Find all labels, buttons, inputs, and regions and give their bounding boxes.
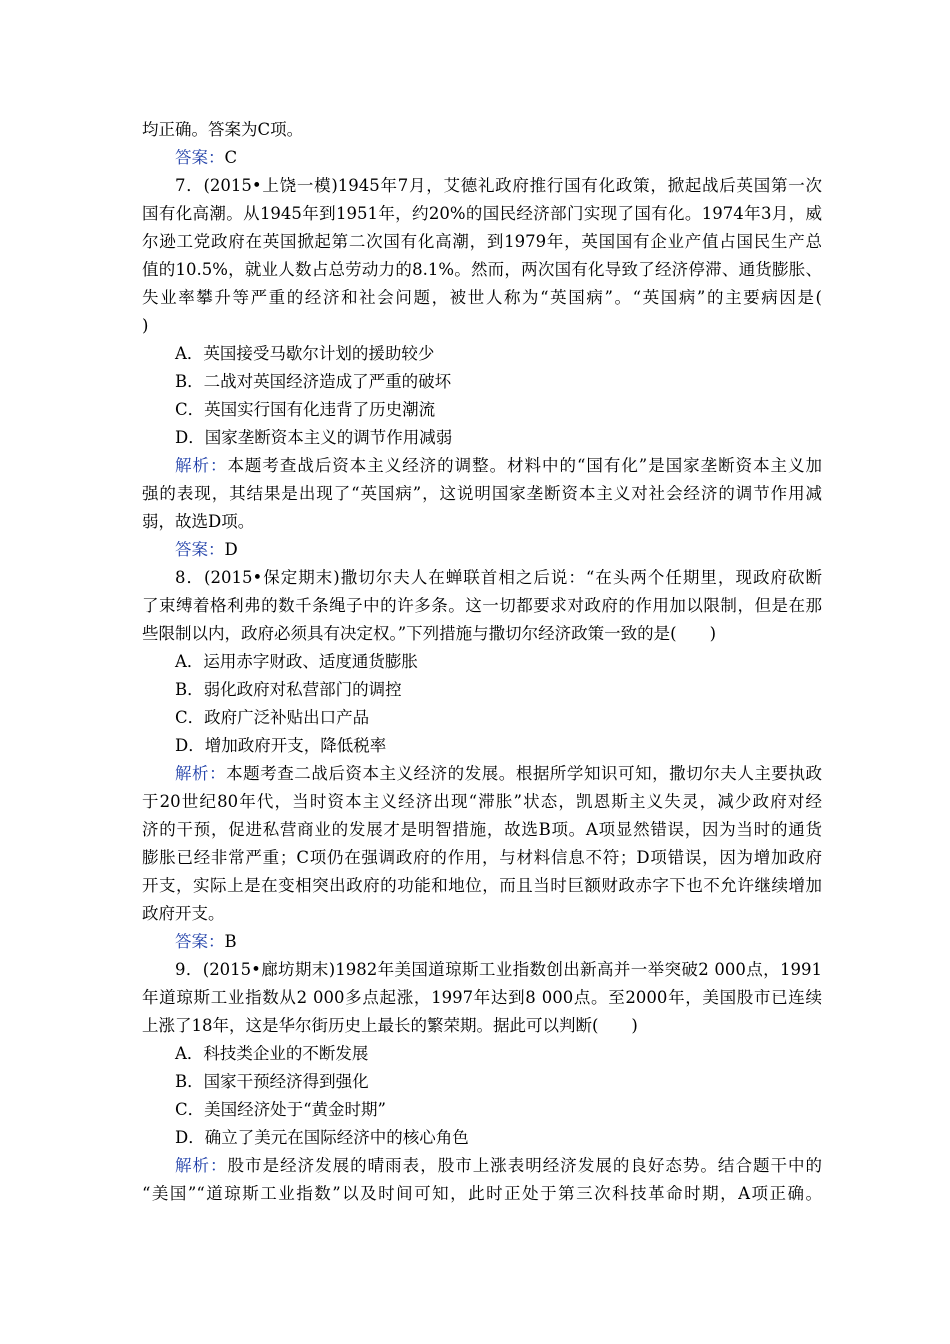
text-line: 国有化高潮。从1945年到1951年，约20%的国民经济部门实现了国有化。1974年3月，威 xyxy=(142,204,822,223)
text-line: 些限制以内，政府必须具有决定权。”下列措施与撒切尔经济政策一致的是( ) xyxy=(142,624,717,643)
answer-label: 答案： xyxy=(175,540,225,559)
analysis-label: 解析： xyxy=(175,1156,228,1175)
text-line: 政府开支。 xyxy=(142,904,225,923)
text-line: 强的表现，其结果是出现了“英国病”，这说明国家垄断资本主义对社会经济的调节作用减 xyxy=(142,484,822,503)
option-a: A．运用赤字财政、适度通货膨胀 xyxy=(175,652,418,671)
answer-line: 答案：B xyxy=(175,932,237,951)
analysis-line: 解析：本题考查二战后资本主义经济的发展。根据所学知识可知，撒切尔夫人主要执政 xyxy=(175,764,823,783)
text-line: 膨胀已经非常严重；C项仍在强调政府的作用，与材料信息不符；D项错误，因为增加政府 xyxy=(142,848,822,867)
analysis-label: 解析： xyxy=(175,456,228,475)
option-b: B．二战对英国经济造成了严重的破坏 xyxy=(175,372,452,391)
analysis-label: 解析： xyxy=(175,764,227,783)
answer-line: 答案：C xyxy=(175,148,238,167)
answer-line: 答案：D xyxy=(175,540,238,559)
text-line: 年道琼斯工业指数从2 000多点起涨，1997年达到8 000点。至2000年，美国股市已连续 xyxy=(142,988,822,1007)
answer-label: 答案： xyxy=(175,148,225,167)
text-line: 失业率攀升等严重的经济和社会问题，被世人称为“英国病”。“英国病”的主要病因是( xyxy=(142,288,822,307)
question-8-stem: 8．(2015•保定期末)撒切尔夫人在蝉联首相之后说：“在头两个任期里，现政府砍断 xyxy=(175,568,822,587)
option-a: A．英国接受马歇尔计划的援助较少 xyxy=(175,344,435,363)
text-line: 尔逊工党政府在英国掀起第二次国有化高潮，到1979年，英国国有企业产值占国民生产总 xyxy=(142,232,822,251)
question-9-stem: 9．(2015•廊坊期末)1982年美国道琼斯工业指数创出新高并一举突破2 000点，1991 xyxy=(175,960,822,979)
text-line: 弱，故选D项。 xyxy=(142,512,255,531)
option-b: B．弱化政府对私营部门的调控 xyxy=(175,680,402,699)
analysis-line: 解析：本题考查战后资本主义经济的调整。材料中的“国有化”是国家垄断资本主义加 xyxy=(175,456,823,475)
text-line: 于20世纪80年代，当时资本主义经济出现“滞胀”状态，凯恩斯主义失灵，减少政府对经 xyxy=(142,792,822,811)
text-line: 了束缚着格利弗的数千条绳子中的许多条。这一切都要求对政府的作用加以限制，但是在那 xyxy=(142,596,822,615)
option-d: D．增加政府开支，降低税率 xyxy=(175,736,387,755)
option-d: D．国家垄断资本主义的调节作用减弱 xyxy=(175,428,453,447)
text-line: ) xyxy=(142,316,149,335)
text-line: 值的10.5%，就业人数占总劳动力的8.1%。然而，两次国有化导致了经济停滞、通货膨胀、 xyxy=(142,260,822,279)
text-line: 济的干预，促进私营商业的发展才是明智措施，故选B项。A项显然错误，因为当时的通货 xyxy=(142,820,822,839)
option-c: C．政府广泛补贴出口产品 xyxy=(175,708,370,727)
option-d: D．确立了美元在国际经济中的核心角色 xyxy=(175,1128,469,1147)
option-c: C．英国实行国有化违背了历史潮流 xyxy=(175,400,436,419)
option-c: C．美国经济处于“黄金时期” xyxy=(175,1100,386,1119)
question-7-stem: 7．(2015•上饶一模)1945年7月，艾德礼政府推行国有化政策，掀起战后英国第一次 xyxy=(175,176,822,195)
text-line: 上涨了18年，这是华尔街历史上最长的繁荣期。据此可以判断( ) xyxy=(142,1016,638,1035)
text-line: 开支，实际上是在变相突出政府的功能和地位，而且当时巨额财政赤字下也不允许继续增加 xyxy=(142,876,822,895)
analysis-line: 解析：股市是经济发展的晴雨表，股市上涨表明经济发展的良好态势。结合题干中的 xyxy=(175,1156,823,1175)
option-b: B．国家干预经济得到强化 xyxy=(175,1072,369,1091)
option-a: A．科技类企业的不断发展 xyxy=(175,1044,369,1063)
text-line: “美国”“道琼斯工业指数”以及时间可知，此时正处于第三次科技革命时期，A项正确。 xyxy=(142,1184,822,1203)
text-line: 均正确。答案为C项。 xyxy=(142,120,304,139)
document-body xyxy=(142,116,822,1208)
answer-label: 答案： xyxy=(175,932,225,951)
